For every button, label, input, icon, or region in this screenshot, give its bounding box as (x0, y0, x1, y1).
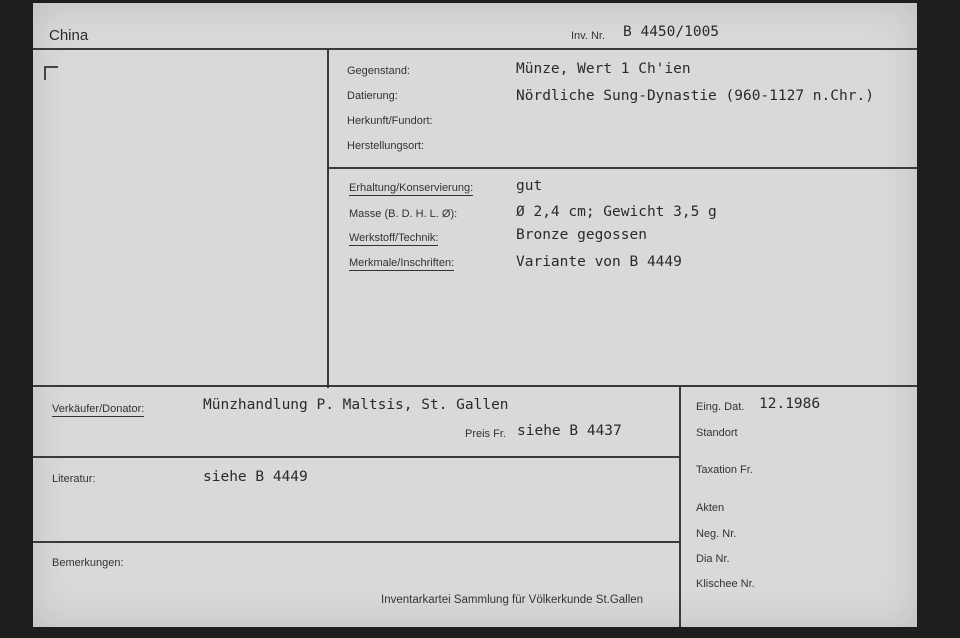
rule-object-details (329, 167, 917, 169)
datierung-value: Nördliche Sung-Dynastie (960-1127 n.Chr.) (516, 88, 874, 104)
verkaeufer-label: Verkäufer/Donator: (52, 403, 145, 415)
standort-label: Standort (696, 427, 738, 439)
preis-value: siehe B 4437 (517, 423, 622, 439)
rule-photo-divider (327, 48, 329, 388)
merkmale-value: Variante von B 4449 (516, 254, 682, 270)
inventory-card (33, 3, 917, 627)
masse-value: Ø 2,4 cm; Gewicht 3,5 g (516, 204, 717, 220)
gegenstand-value: Münze, Wert 1 Ch'ien (516, 61, 691, 77)
herkunft-label: Herkunft/Fundort: (347, 115, 433, 127)
eing-dat-value: 12.1986 (759, 396, 821, 412)
werkstoff-value: Bronze gegossen (516, 227, 647, 243)
masse-label: Masse (B. D. H. L. Ø): (349, 208, 458, 220)
merkmale-label: Merkmale/Inschriften: (349, 257, 455, 269)
rule-side-divider (679, 387, 681, 627)
card-footer: Inventarkartei Sammlung für Völkerkunde St.Gallen (381, 594, 644, 606)
bemerkungen-label: Bemerkungen: (52, 557, 124, 569)
rule-literatur (33, 456, 679, 458)
rule-header (33, 48, 917, 50)
literatur-value: siehe B 4449 (203, 469, 308, 485)
preis-label: Preis Fr. (465, 428, 506, 440)
erhaltung-label: Erhaltung/Konservierung: (349, 182, 474, 194)
rule-lower-section (33, 385, 917, 387)
country-value: China (49, 27, 89, 44)
akten-label: Akten (696, 502, 725, 514)
dia-nr-label: Dia Nr. (696, 553, 730, 565)
literatur-label: Literatur: (52, 473, 96, 485)
herstellungsort-label: Herstellungsort: (347, 140, 425, 152)
gegenstand-label: Gegenstand: (347, 65, 410, 77)
erhaltung-value: gut (516, 178, 543, 194)
inv-nr-value: B 4450/1005 (623, 24, 720, 40)
werkstoff-label: Werkstoff/Technik: (349, 232, 439, 244)
taxation-label: Taxation Fr. (696, 464, 753, 476)
photo-corner-mark (44, 66, 58, 80)
datierung-label: Datierung: (347, 90, 398, 102)
inv-nr-label: Inv. Nr. (571, 30, 606, 42)
klischee-nr-label: Klischee Nr. (696, 578, 755, 590)
eing-dat-label: Eing. Dat. (696, 401, 745, 413)
verkaeufer-value: Münzhandlung P. Maltsis, St. Gallen (203, 397, 509, 413)
rule-bemerkungen (33, 541, 679, 543)
neg-nr-label: Neg. Nr. (696, 528, 737, 540)
